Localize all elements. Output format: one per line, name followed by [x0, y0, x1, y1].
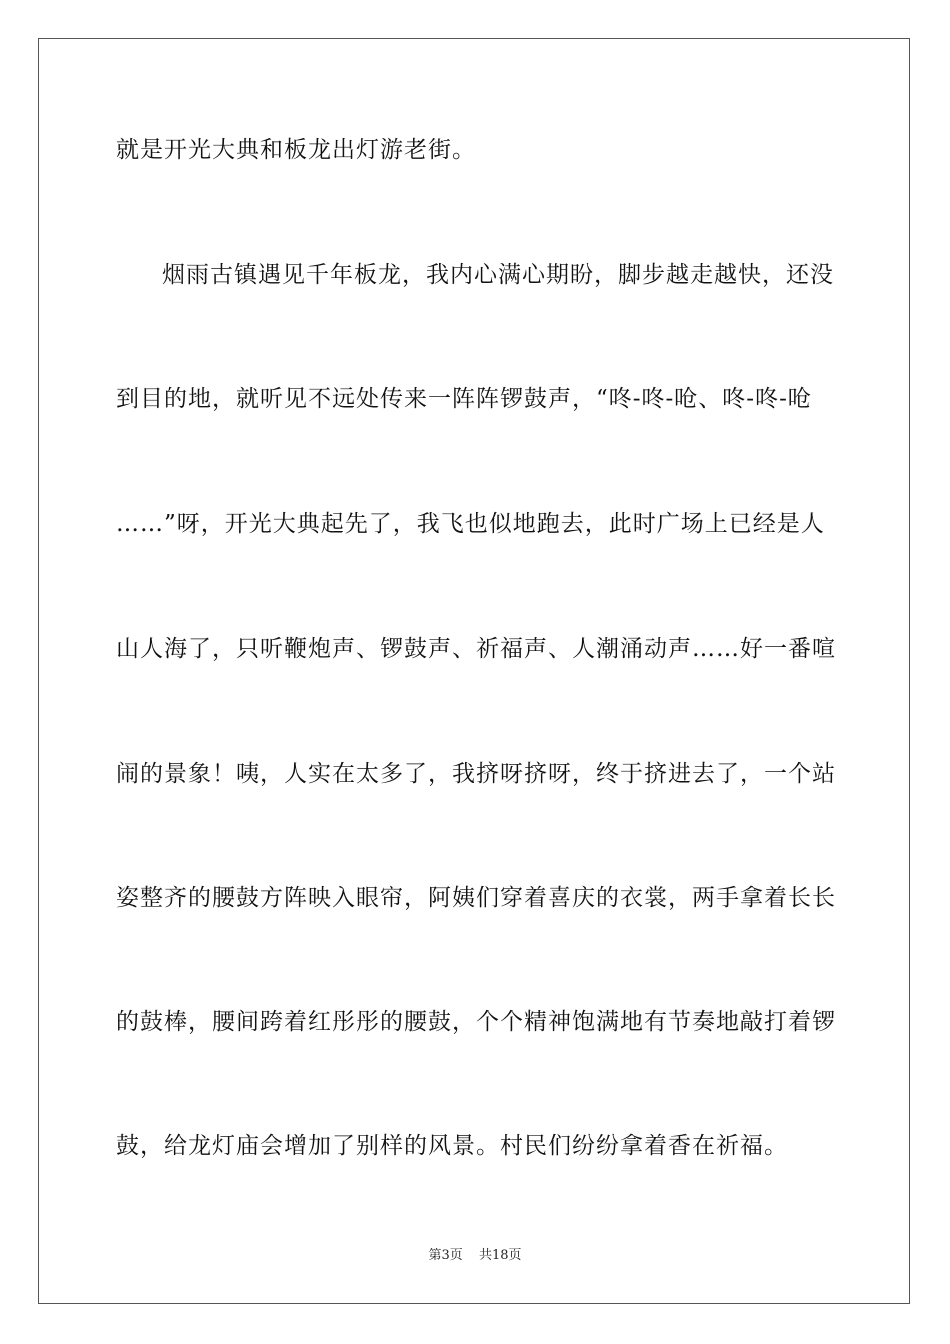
- text-line: 闹的景象！咦，人实在太多了，我挤呀挤呀，终于挤进去了，一个站: [116, 761, 836, 787]
- page-number: 第3页: [428, 1248, 463, 1263]
- text-line: 就是开光大典和板龙出灯游老街。: [116, 137, 476, 163]
- paragraph-first-line: 烟雨古镇遇见千年板龙，我内心满心期盼，脚步越走越快，还没: [162, 262, 834, 288]
- page-frame: [38, 38, 910, 1304]
- text-line: 到目的地，就听见不远处传来一阵阵锣鼓声，“咚-咚-呛、咚-咚-呛: [116, 386, 812, 412]
- text-line: ……”呀，开光大典起先了，我飞也似地跑去，此时广场上已经是人: [116, 511, 825, 537]
- text-line: 的鼓棒，腰间跨着红彤彤的腰鼓，个个精神饱满地有节奏地敲打着锣: [116, 1009, 836, 1035]
- text-line: 姿整齐的腰鼓方阵映入眼帘，阿姨们穿着喜庆的衣裳，两手拿着长长: [116, 885, 836, 911]
- text-line: 鼓，给龙灯庙会增加了别样的风景。村民们纷纷拿着香在祈福。: [116, 1133, 788, 1159]
- text-line: 山人海了，只听鞭炮声、锣鼓声、祈福声、人潮涌动声……好一番喧: [116, 636, 836, 662]
- page-total: 共18页: [478, 1248, 522, 1263]
- page-footer: [0, 1247, 950, 1265]
